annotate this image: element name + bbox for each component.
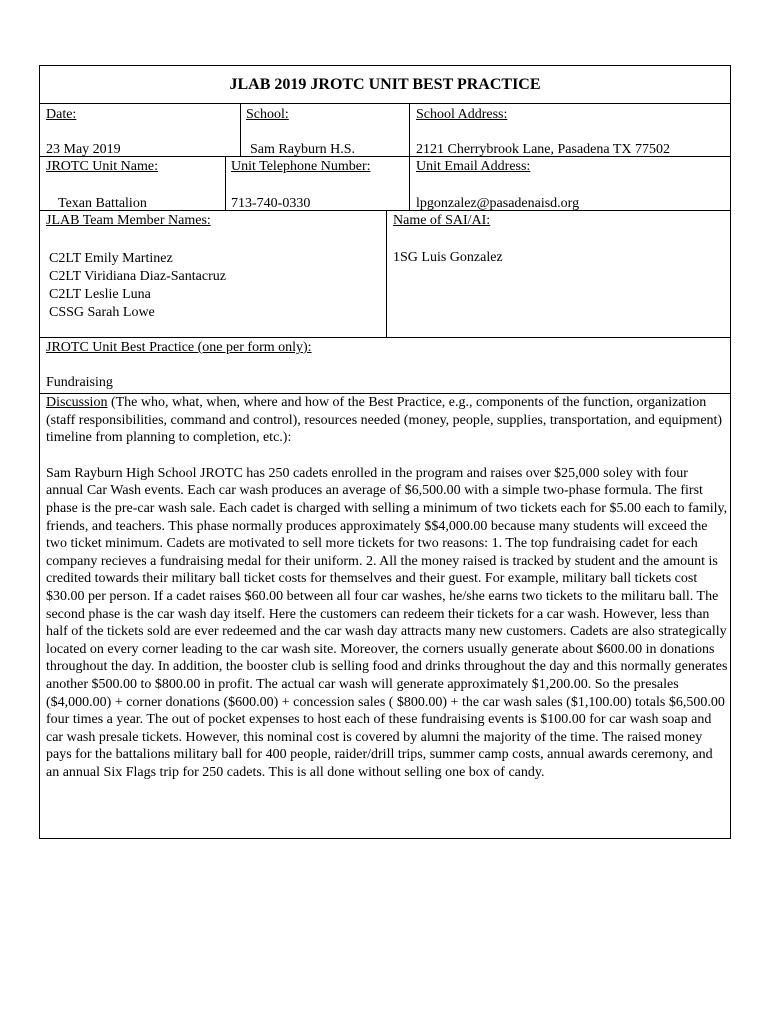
date-value: 23 May 2019 (46, 142, 121, 157)
column-divider (409, 103, 410, 156)
unit-name-label: JROTC Unit Name: (46, 159, 158, 174)
discussion-prompt-text: (The who, what, when, where and how of the Best Practice, e.g., components of the function, organization (staff responsibilities, command and control), resources needed (money, people, supplies, transportation, and equipment) timeline from planning to completion, etc.): (46, 395, 723, 446)
best-practice-form (39, 65, 731, 839)
date-label: Date: (46, 107, 77, 122)
unit-email-label: Unit Email Address: (416, 159, 531, 174)
column-divider (240, 103, 241, 156)
team-member: C2LT Leslie Luna (49, 287, 151, 302)
unit-email-value: lpgonzalez@pasadenaisd.org (416, 196, 580, 211)
discussion-section (46, 394, 728, 781)
team-member: C2LT Viridiana Diaz-Santacruz (49, 269, 226, 284)
school-address-label: School Address: (416, 107, 508, 122)
unit-name-value: Texan Battalion (58, 196, 147, 211)
team-member: C2LT Emily Martinez (49, 251, 173, 266)
best-practice-label: JROTC Unit Best Practice (one per form only): (46, 340, 312, 355)
team-member: CSSG Sarah Lowe (49, 305, 155, 320)
row-divider (40, 337, 730, 338)
school-value: Sam Rayburn H.S. (250, 142, 355, 157)
discussion-prompt (46, 394, 728, 447)
column-divider (409, 156, 410, 210)
school-label: School: (246, 107, 289, 122)
discussion-body: Sam Rayburn High School JROTC has 250 cadets enrolled in the program and raises over $25,000 soley with four annual Car Wash events. Each car wash produces an average of $6,500.00 with a simple two-phase formula. The first phase is the pre-car wash sale. Each cadet is charged with selling a minimum of two tickets each for $5.00 each to family, friends, and teachers. This phase normally produces approximately $$4,000.00 because many students will exceed the two ticket minimum. Cadets are motivated to sell more tickets for two reasons: 1. The top fundraising cadet for each company recieves a fundraising medal for their uniform. 2. All the money raised is tracked by student and the amount is credited towards their military ball ticket costs for themselves and their guest. For example, military ball tickets cost $30.00 per person. If a cadet raises $60.00 between all four car washes, he/she earns two tickets to the militaru ball. The second phase is the car wash day itself. Here the customers can redeem their tickets for a car wash. However, less than half of the tickets sold are ever redeemed and the car wash day attracts many new customers. Cadets are also strategically located on every corner leading to the car wash site. Moreover, the corners usually generate about $600.00 in donations throughout the day. In addition, the booster club is selling food and drinks throughout the day and this normally generates another $500.00 to $800.00 in profit. The actual car wash will generate approximately $1,200.00. So the presales ($4,000.00) + corner donations ($600.00) + concession sales ( $800.00) + the car wash sales ($1,100.00) totals $6,500.00 four times a year. The out of pocket expenses to host each of these fundraising events is $100.00 for car wash soap and car wash presale tickets. However, this nominal cost is covered by alumni the majority of the time. The raised money pays for the battalions military ball for 400 people, raider/drill trips, summer camp costs, annual awards ceremony, and an annual Six Flags trip for 250 cadets. This is all done without selling one box of candy. (46, 465, 728, 780)
school-address-value: 2121 Cherrybrook Lane, Pasadena TX 77502 (416, 142, 671, 157)
column-divider (386, 210, 387, 337)
best-practice-value: Fundraising (46, 375, 113, 390)
unit-phone-label: Unit Telephone Number: (231, 159, 371, 174)
discussion-label: Discussion (46, 395, 108, 410)
sai-value: 1SG Luis Gonzalez (393, 250, 503, 265)
column-divider (225, 156, 226, 210)
unit-phone-value: 713-740-0330 (231, 196, 311, 211)
row-divider (40, 103, 730, 104)
team-member-list (49, 250, 226, 322)
sai-label: Name of SAI/AI: (393, 213, 491, 228)
team-label: JLAB Team Member Names: (46, 213, 211, 228)
form-title: JLAB 2019 JROTC UNIT BEST PRACTICE (229, 76, 541, 93)
